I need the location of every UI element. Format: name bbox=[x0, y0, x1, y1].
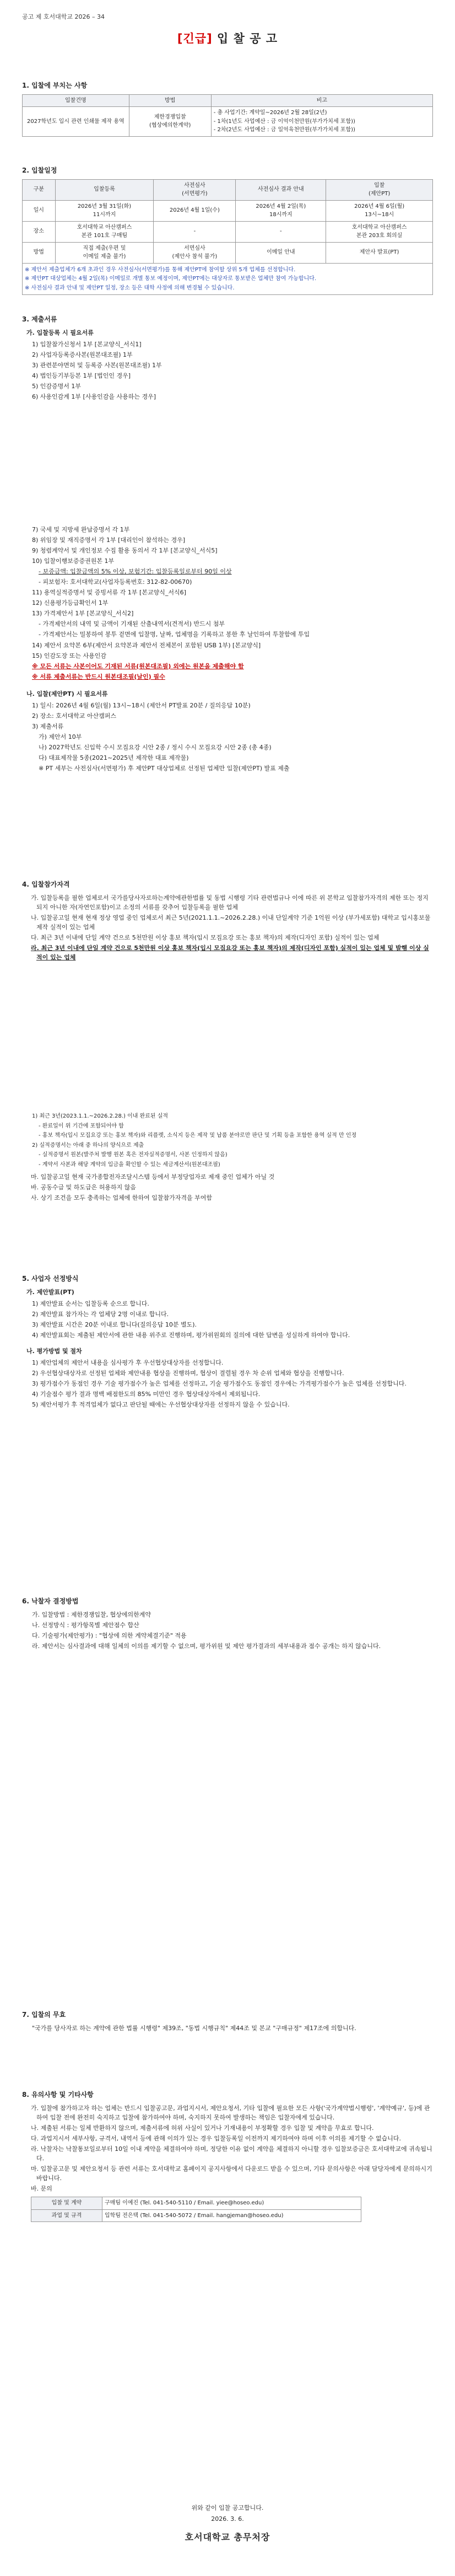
subsection-heading: 가. 제안발표(PT) bbox=[26, 1288, 74, 1296]
table-cell: 서면심사 (제안사 참석 불가) bbox=[154, 242, 236, 263]
list-item: 14) 제안서 요약본 6부(제안서 요약본과 제안서 전체본이 포함된 USB 1부) [본교양식] bbox=[32, 641, 261, 649]
list-item: 7) 국세 및 지방세 완납증명서 각 1부 bbox=[32, 526, 130, 533]
list-item: 5) 인감증명서 1부 bbox=[32, 382, 82, 390]
table-cell: 2026년 3월 31일(화) 11시까지 bbox=[55, 200, 154, 221]
paragraph: "국가를 당사자로 하는 계약에 관한 법률 시행령" 제39조, "동법 시행규칙" 제44조 및 본교 "구매규정" 제17조에 의합니다. bbox=[32, 2024, 356, 2032]
list-item: 나. 선정방식 : 평가항목별 제안점수 합산 bbox=[32, 1621, 139, 1629]
paragraph: 가. 입찰에 참가하고자 하는 업체는 반드시 입찰공고문, 과업지시서, 제안요청서, 기타 입찰에 필요한 모든 사항('국가계약법시행령', '계약예규', 등)에 관하여 입찰 전에 완전히 숙지하고 입찰에 참가하여야 하며, 숙지하지 못하여 발생하는 책임은 입찰자에게 있습니다. bbox=[31, 2104, 430, 2121]
table-row bbox=[31, 2197, 361, 2210]
section-7-heading: 7. 입찰의 무효 bbox=[22, 2011, 66, 2019]
closing-statement: 위와 같이 입찰 공고합니다. bbox=[191, 2504, 264, 2511]
list-item: 3) 제출서류 bbox=[32, 722, 64, 730]
remark-line: - 1차(1년도 사업예산 : 금 이억이천만원(부가가치세 포함)) bbox=[213, 118, 355, 125]
list-item: 다. 기술평가(제안평가) : "협상에 의한 계약체결기준" 적용 bbox=[32, 1632, 187, 1639]
list-item: 11) 용역실적증명서 및 증빙서류 각 1부 [본교양식_서식6] bbox=[32, 589, 186, 597]
section-2 bbox=[22, 165, 433, 295]
section-4-remarks bbox=[22, 1111, 433, 1204]
table-header: 입찰등록 bbox=[55, 179, 154, 200]
table-cell: - bbox=[236, 221, 326, 242]
table-header: 구분 bbox=[23, 179, 56, 200]
page-title bbox=[0, 30, 455, 48]
table-cell: 2026년 4월 1일(수) bbox=[154, 200, 236, 221]
list-item: 1) 제안발표 순서는 입찰등록 순으로 합니다. bbox=[32, 1300, 149, 1307]
list-item: 다) 대표제작물 5종(2021~2025년 제작한 대표 제작물) bbox=[39, 754, 189, 761]
list-item: 4) 기술점수 평가 결과 명백 배점한도의 85% 미만인 경우 협상대상자에서 제외됩니다. bbox=[32, 1391, 261, 1398]
bid-summary-table bbox=[22, 94, 433, 137]
remark-line: - 완료일이 위 기간에 포함되어야 함 bbox=[39, 1123, 124, 1129]
paragraph: 마. 입찰공고문 및 제안요청서 등 관련 서류는 호서대학교 홈페이지 공지사항에서 다운로드 받을 수 있으며, 기타 문의사항은 아래 담당자에게 문의하시기 바랍니다. bbox=[31, 2165, 432, 2182]
list-item: 4) 법인등기부등본 1부 [법인인 경우] bbox=[32, 372, 131, 379]
section-3-heading: 3. 제출서류 bbox=[22, 315, 57, 323]
list-item: 13) 가격제안서 1부 [본교양식_서식2] bbox=[32, 610, 134, 618]
list-item: 8) 위임장 및 재직증명서 각 1부 [대리인이 참석하는 경우] bbox=[32, 536, 185, 544]
paragraph: 마. 입찰공고일 현재 국가종합전자조달시스템 등에서 부정당업자로 제재 중인 업체가 아닐 것 bbox=[31, 1173, 275, 1180]
warning-note: ※ 서류 제출서류는 반드시 원본대조필(날인) 필수 bbox=[32, 673, 165, 680]
remark-line: - 실적증명서 원본(발주처 발행 원본 혹은 전자실적증명서, 사본 인정하지 않음) bbox=[39, 1152, 228, 1158]
list-item: 12) 신용평가등급확인서 1부 bbox=[32, 599, 109, 607]
key-requirement: 라. 최근 3년 이내에 단일 계약 건으로 5천만원 이상 홍보 책자(입시 모집요강 또는 홍보 책자)의 제작(디자인 포함) 실적이 있는 업체 및 발행 이상 실적이 있는 업체 bbox=[31, 944, 429, 961]
list-item: ※ PT 세부는 사전심사(서면평가) 후 제안PT 대상업체로 선정된 업체만 입찰(제안PT) 발표 제출 bbox=[39, 765, 290, 772]
paragraph: 가. 입찰등록을 필한 업체로서 국가를당사자로하는계약에관한법률 및 동법 시행령 기타 관련법규나 이에 따른 위 본학교 입찰참가자격의 제한 또는 정지되지 아니한 자(자연인포함)이고 소정의 서류를 갖추어 입찰등록을 필한 업체 bbox=[31, 894, 429, 911]
method-line: (협상에의한계약) bbox=[149, 122, 191, 129]
section-6 bbox=[22, 1596, 433, 1652]
section-4 bbox=[22, 879, 433, 963]
schedule-table bbox=[22, 179, 433, 296]
table-header: 비고 bbox=[211, 94, 432, 107]
list-item: 9) 청렴계약서 및 개인정보 수집 활용 동의서 각 1부 [본교양식_서식5] bbox=[32, 547, 218, 555]
table-cell: - bbox=[154, 221, 236, 242]
table-row bbox=[23, 221, 433, 242]
section-6-heading: 6. 낙찰자 결정방법 bbox=[22, 1597, 79, 1605]
paragraph: 사. 상기 조건을 모두 충족하는 업체에 한하여 입찰참가자격을 부여함 bbox=[31, 1194, 212, 1202]
table-cell: 2026년 4월 2일(목) 18시까지 bbox=[236, 200, 326, 221]
urgent-label: [긴급] bbox=[177, 32, 213, 45]
list-item: 10) 입찰이행보증증권원본 1부 bbox=[32, 557, 115, 565]
notice-date: 2026. 3. 6. bbox=[211, 2515, 244, 2523]
schedule-note: ※ 제안서 제출업체가 6개 초과인 경우 사전심사(서면평가)를 통해 제안PT에 참여할 상위 5개 업체를 선정합니다. bbox=[25, 266, 296, 273]
list-item: 가. 입찰방법 : 제한경쟁입찰, 협상에의한계약 bbox=[32, 1611, 151, 1618]
table-row bbox=[23, 200, 433, 221]
list-item: 2) 우선협상대상자로 선정된 업체와 제안내용 협상을 진행하며, 협상이 결렬될 경우 차 순위 업체와 협상을 진행합니다. bbox=[32, 1369, 344, 1377]
issuer-name: 호서대학교 총무처장 bbox=[185, 2532, 270, 2542]
paragraph: 나. 입찰공고일 현재 현재 정상 영업 중인 업체로서 최근 5년(2021.1.1.~2026.2.28.) 이내 단일계약 기준 1억원 이상 (부가세포함) 대학교 입시홍보물 제작 실적이 있는 업체 bbox=[31, 914, 431, 931]
list-item: 2) 제안발표 참가자는 각 업체당 2명 이내로 합니다. bbox=[32, 1310, 169, 1318]
section-5 bbox=[22, 1274, 433, 1410]
table-header: 사전심사 결과 안내 bbox=[236, 179, 326, 200]
notice-number: 공고 제 호서대학교 2026 – 34 bbox=[22, 13, 105, 20]
section-1-heading: 1. 입찰에 부치는 사항 bbox=[22, 82, 88, 89]
list-item: 나) 2027학년도 신입학 수시 모집요강 시안 2종 / 정시 수시 모집요강 시안 2종 (총 4종) bbox=[39, 743, 272, 751]
list-item: - 피보험자: 호서대학교(사업자등록번호: 312-82-00670) bbox=[39, 578, 192, 586]
table-header: 방법 bbox=[129, 94, 211, 107]
section-4-heading: 4. 입찰참가자격 bbox=[22, 881, 70, 888]
list-item: 2) 장소: 호서대학교 아산캠퍼스 bbox=[32, 712, 116, 720]
list-item: 6) 사용인감계 1부 [사용인감을 사용하는 경우] bbox=[32, 393, 156, 400]
table-row bbox=[31, 2209, 361, 2222]
table-cell: 2026년 4월 6일(월) 13시~18시 bbox=[326, 200, 433, 221]
list-item: 4) 제안발표회는 제출된 제안서에 관한 내용 위주로 진행하며, 평가위원회의 질의에 대한 답변을 성실하게 하여야 합니다. bbox=[32, 1331, 350, 1339]
table-header: 사전심사 (서면평가) bbox=[154, 179, 236, 200]
table-cell: 일시 bbox=[23, 200, 56, 221]
paragraph: 다. 최근 3년 이내에 단일 계약 건으로 5천만원 이상 홍보 책자(입시 모집요강 또는 홍보 책자)의 제작(디자인 포함) 실적이 있는 업체 bbox=[31, 933, 380, 941]
list-item: 1) 일시: 2026년 4월 6일(월) 13시~18시 (제안서 PT발표 20분 / 질의응답 10분) bbox=[32, 701, 251, 709]
list-item: 3) 제안발표 시간은 20분 이내로 합니다(질의응답 10분 별도). bbox=[32, 1321, 197, 1328]
table-cell: 제안사 발표(PT) bbox=[326, 242, 433, 263]
schedule-note: ※ 사전심사 결과 안내 및 제안PT 일정, 장소 등은 대학 사정에 의해 변경될 수 있습니다. bbox=[25, 285, 235, 291]
remark-line: 2) 실적증명서는 아래 중 하나의 양식으로 제출 bbox=[32, 1142, 144, 1149]
table-cell: 방법 bbox=[23, 242, 56, 263]
table-header: 입찰건명 bbox=[23, 94, 129, 107]
list-item: 3) 관련분야면허 및 등록증 사본(원본대조필) 1부 bbox=[32, 361, 162, 369]
list-item: - 보증금액: 입찰금액의 5% 이상, 보험기간: 입찰등록일로부터 90일 이상 bbox=[39, 568, 232, 576]
section-3 bbox=[22, 314, 433, 402]
paragraph: 나. 제출된 서류는 일체 반환하지 않으며, 제출서류에 허위 사실이 있거나 기재내용이 부정확할 경우 입찰 및 계약을 무효로 합니다. bbox=[31, 2124, 374, 2132]
title-text: 입 찰 공 고 bbox=[212, 32, 278, 45]
section-1 bbox=[22, 80, 433, 137]
schedule-note: ※ 제안PT 대상업체는 4월 2일(목) 이메일로 개별 통보 예정이며, 제안PT에는 대상자로 통보받은 업체만 참여 가능합니다. bbox=[25, 276, 317, 282]
subsection-heading: 나. 평가방법 및 절차 bbox=[26, 1347, 82, 1355]
list-item: 2) 사업자등록증사본(원본대조필) 1부 bbox=[32, 351, 133, 358]
table-cell: 구매팀 이예진 (Tel. 041-540-5110 / Email. yiee@hoseo.edu) bbox=[102, 2197, 361, 2210]
table-cell: 입학팀 전은택 (Tel. 041-540-5072 / Email. hangjeman@hoseo.edu) bbox=[102, 2209, 361, 2222]
paragraph: 다. 과업지시서 세부사항, 규격서, 내역서 등에 관해 이의가 있는 경우 입찰등록일 이전까지 제기하여야 하며 이후 이의를 제기할 수 없습니다. bbox=[31, 2134, 401, 2142]
table-cell: 호서대학교 아산캠퍼스 본관 203호 회의실 bbox=[326, 221, 433, 242]
section-8 bbox=[22, 2090, 433, 2222]
table-cell: 호서대학교 아산캠퍼스 본관 101호 구매팀 bbox=[55, 221, 154, 242]
list-item: 5) 제안서평가 후 적격업체가 없다고 판단될 때에는 우선협상대상자를 선정하지 않을 수 있습니다. bbox=[32, 1401, 290, 1409]
schedule-notes-cell bbox=[23, 263, 433, 295]
list-item: - 가격제안서는 밀봉하여 봉투 겉면에 입찰명, 날짜, 업체명을 기록하고 봉한 후 날인하여 투찰함에 투입 bbox=[39, 631, 310, 638]
section-8-heading: 8. 유의사항 및 기타사항 bbox=[22, 2091, 94, 2099]
remark-line: - 총 사업기간: 계약일~2026년 2월 28일(2년) bbox=[213, 110, 327, 116]
paragraph: 바. 공동수급 및 하도급은 허용하지 않음 bbox=[31, 1184, 136, 1192]
subsection-heading: 나. 입찰(제안PT) 시 필요서류 bbox=[26, 690, 108, 697]
table-cell: 과업 및 규격 bbox=[31, 2209, 102, 2222]
list-item: 가) 제안서 10부 bbox=[39, 733, 82, 740]
list-item: 라. 제안서는 심사결과에 대해 일체의 이의를 제기할 수 없으며, 평가위원 및 제안 평가결과의 세부내용과 점수 공개는 하지 않습니다. bbox=[32, 1642, 381, 1650]
list-item: 1) 입찰참가신청서 1부 [본교양식_서식1] bbox=[32, 340, 142, 348]
table-cell: 장소 bbox=[23, 221, 56, 242]
bid-name-cell: 2027학년도 입시 관련 인쇄물 제작 용역 bbox=[23, 107, 129, 137]
table-cell: 입찰 및 계약 bbox=[31, 2197, 102, 2210]
section-7 bbox=[22, 2010, 433, 2034]
warning-note: ※ 모든 서류는 사본이어도 기재된 서류(원본대조필) 외에는 원본을 제출해야 함 bbox=[32, 662, 244, 670]
list-item: 1) 제안업체의 제안서 내용을 심사평가 후 우선협상대상자를 선정합니다. bbox=[32, 1359, 224, 1366]
section-2-heading: 2. 입찰일정 bbox=[22, 167, 57, 174]
remark-line: - 2차(2년도 사업예산 : 금 일억육천만원(부가가치세 포함)) bbox=[213, 127, 355, 133]
bid-method-cell bbox=[129, 107, 211, 137]
remark-line: 1) 최근 3년(2023.1.1.~2026.2.28.) 이내 완료된 실적 bbox=[32, 1113, 169, 1119]
list-item: - 가격제안서의 내역 및 금액이 기재된 산출내역서(견적서) 반드시 첨부 bbox=[39, 620, 225, 628]
method-line: 제한경쟁입찰 bbox=[154, 114, 186, 120]
contact-table bbox=[31, 2197, 361, 2222]
subsection-heading: 가. 입찰등록 시 필요서류 bbox=[26, 329, 94, 336]
table-cell: 이메일 안내 bbox=[236, 242, 326, 263]
list-item: 3) 평가점수가 동점인 경우 기술 평가점수가 높은 업체를 선정하고, 기술 평가점수도 동점인 경우에는 가격평가점수가 높은 업체를 선정합니다. bbox=[32, 1380, 407, 1387]
paragraph: 라. 낙찰자는 낙찰통보일로부터 10일 이내 계약을 체결하여야 하며, 정당한 이유 없이 계약을 체결하지 아니할 경우 입찰보증금은 호서대학교에 귀속됩니다. bbox=[31, 2145, 432, 2162]
bid-remarks-cell bbox=[211, 107, 432, 137]
section-5-heading: 5. 사업자 선정방식 bbox=[22, 1275, 79, 1282]
list-item: 15) 인감도장 또는 사용인감 bbox=[32, 652, 107, 659]
table-row bbox=[23, 242, 433, 263]
paragraph: 바. 문의 bbox=[31, 2185, 52, 2192]
remark-line: - 홍보 책자(입시 모집요강 또는 홍보 책자)와 리플렛, 소식지 등은 제작 및 납품 분야로만 판단 및 기획 등을 포함한 용역 실적 만 인정 bbox=[39, 1133, 357, 1139]
section-3-continued bbox=[22, 524, 433, 774]
remark-line: - 계약서 사본과 해당 계약의 입금을 확인할 수 있는 세금계산서(원본대조필) bbox=[39, 1161, 220, 1168]
table-header: 입찰 (제안PT) bbox=[326, 179, 433, 200]
table-cell: 직접 제출(우편 및 이메일 제출 불가) bbox=[55, 242, 154, 263]
